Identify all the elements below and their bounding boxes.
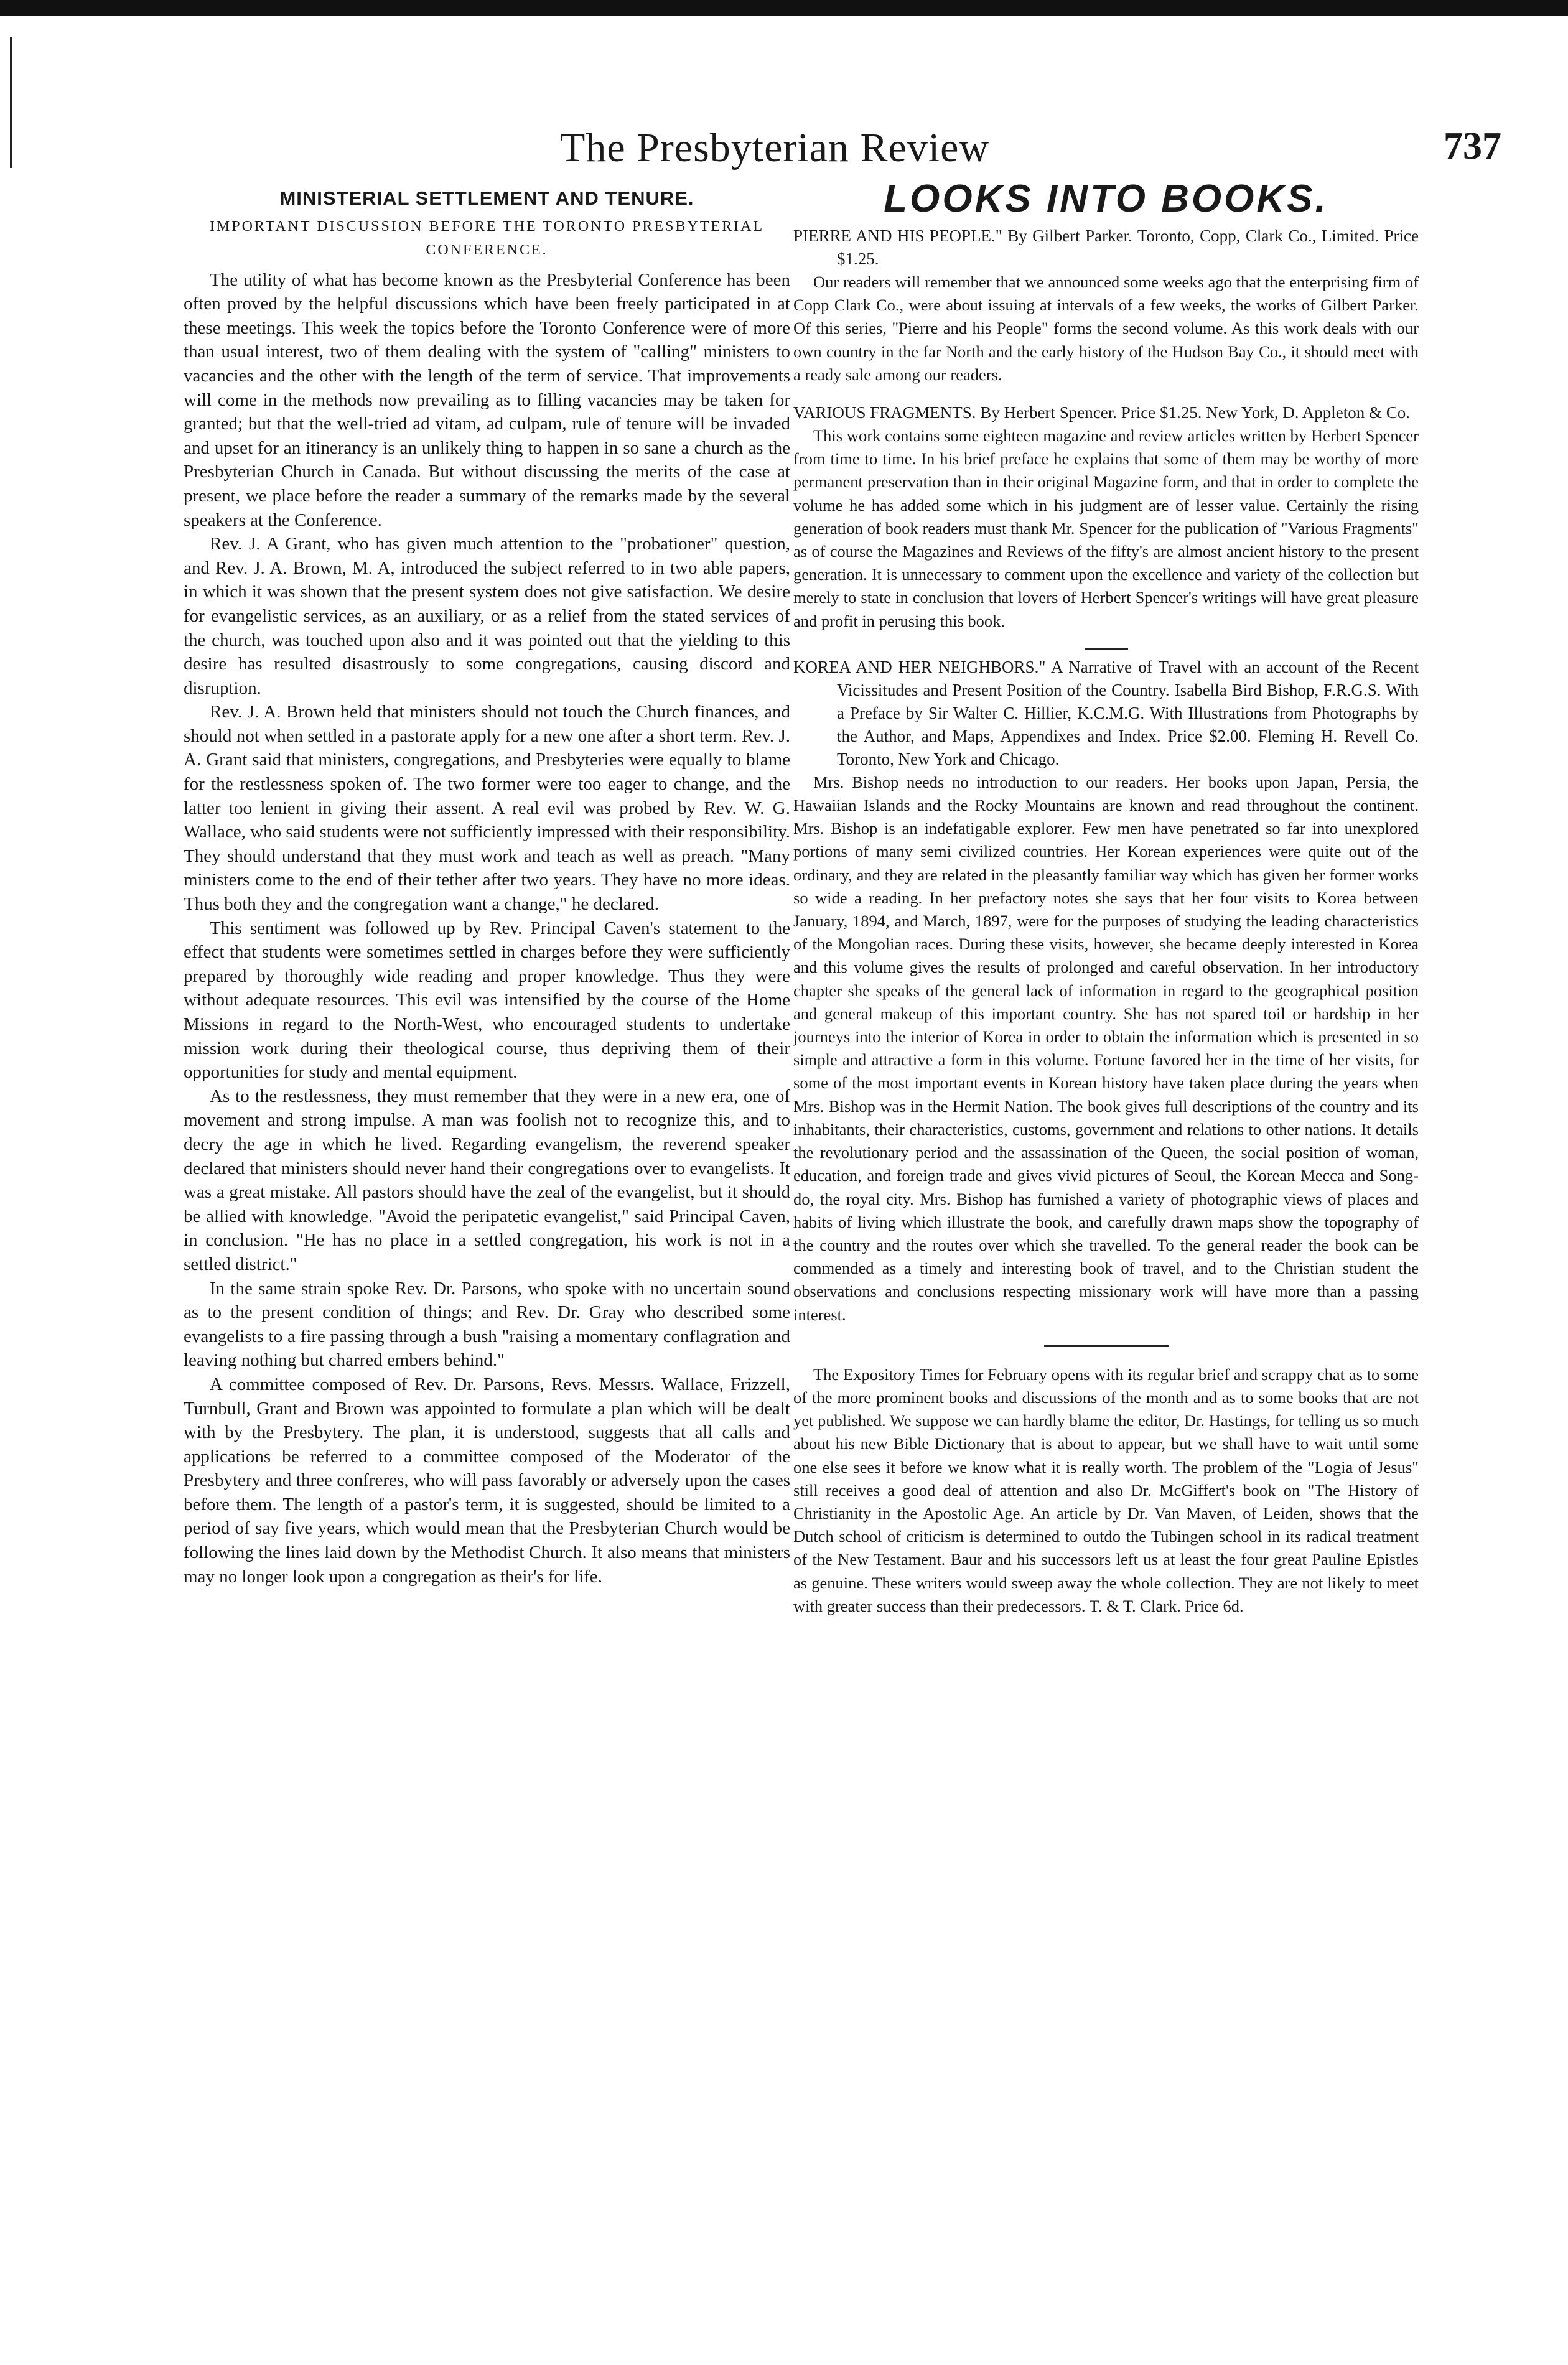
book-review [793, 225, 1419, 386]
left-column [184, 187, 790, 1588]
page-top-border [0, 0, 1568, 16]
divider [1044, 1345, 1169, 1347]
article-subtitle: IMPORTANT DISCUSSION BEFORE THE TORONTO PRESBYTERIAL CONFERENCE. [209, 218, 765, 258]
book-review [793, 401, 1419, 633]
page-number: 737 [1444, 125, 1501, 167]
article-paragraph: Rev. J. A Grant, who has given much attention to the "probationer" question, and Rev. J. A. Brown, M. A, introduced the subject referred to in two able papers, in which it was shown that the present system does not give satisfaction. We desire for evangelistic services, as an auxiliary, or as a relief from the stated services of the church, was touched upon also and it was pointed out that the yielding to this desire has resulted disastrously to some congregations, causing discord and disruption. [184, 534, 790, 698]
review-text: Our readers will remember that we announced some weeks ago that the enterprising firm of Copp Clark Co., were about issuing at intervals of a few weeks, the works of Gilbert Parker. Of this series, "Pierre and his People" forms the second volume. As this work deals with our own country in the far North and the early history of the Hudson Bay Co., it should meet with a ready sale among our readers. [793, 273, 1419, 384]
review-heading: VARIOUS FRAGMENTS. By Herbert Spencer. Price $1.25. New York, D. Appleton & Co. [793, 403, 1410, 422]
book-review [793, 656, 1419, 1327]
article-paragraph: The utility of what has become known as the Presbyterial Conference has been often proved by the helpful discussions which have been freely participated in at these meetings. This week the topics before the Toronto Conference were of more than usual interest, two of them dealing with the system of "calling" ministers to vacancies and the other with the length of the term of service. That improvements will come in the methods now prevailing as to filling vacancies may be taken for granted; but that the well-tried ad vitam, ad culpam, rule of tenure will be invaded and upset for an itinerancy is an unlikely thing to happen in so sane a church as the Presbyterian Church in Canada. But without discussing the merits of the case at present, we place before the reader a summary of the remarks made by the several speakers at the Conference. [184, 269, 790, 530]
article-paragraph: In the same strain spoke Rev. Dr. Parsons, who spoke with no uncertain sound as to the present condition of things; and Rev. Dr. Gray who described some evangelists to a fire passing through a bush "raising a momentary conflagration and leaving nothing but charred embers behind." [184, 1278, 790, 1371]
article-title: MINISTERIAL SETTLEMENT AND TENURE. [279, 187, 694, 209]
review-heading: KOREA AND HER NEIGHBORS." A Narrative of Travel with an account of the Recent Vicissitudes and Present Position of the Country. Isabella Bird Bishop, F.R.G.S. With a Preface by Sir Walter C. Hillier, K.C.M.G. With Illustrations from Photographs by the Author, and Maps, Appendixes and Index. Price $2.00. Fleming H. Revell Co. Toronto, New York and Chicago. [793, 657, 1419, 768]
margin-rule [10, 37, 12, 168]
article-paragraph: This sentiment was followed up by Rev. Principal Caven's statement to the effect that students were sometimes settled in charges before they were sufficiently prepared by thoroughly wide reading and proper knowledge. Thus they were without adequate resources. This evil was intensified by the course of the Home Missions in regard to the North-West, who encouraged students to undertake mission work during their theological course, thus depriving them of their opportunities for study and mental equipment. [184, 918, 790, 1083]
expository-times-note: The Expository Times for February opens with its regular brief and scrappy chat as to some of the more prominent books and discussions of the month and as to some books that are not yet published. We suppose we can hardly blame the editor, Dr. Hastings, for telling us so much about his new Bible Dictionary that is about to appear, but we shall have to wait until some one else sees it before we know what it is really worth. The problem of the "Logia of Jesus" still receives a good deal of attention and also Dr. McGiffert's book on "The History of Christianity in the Apostolic Age. An article by Dr. Van Maven, of Leiden, shows that the Dutch school of criticism is determined to outdo the Tubingen school in its radical treatment of the New Testament. Baur and his successors left us at least the four great Pauline Epistles as genuine. These writers would sweep away the whole collection. They are not likely to meet with greater success than their predecessors. T. & T. Clark. Price 6d. [793, 1364, 1419, 1615]
article-paragraph: Rev. J. A. Brown held that ministers should not touch the Church finances, and should not when settled in a pastorate apply for a new one after a short term. Rev. J. A. Grant said that ministers, congregations, and Presbyteries were equally to blame for the restlessness spoken of. The two former were too eager to change, and the latter too lenient in giving their assent. A real evil was probed by Rev. W. G. Wallace, who said students were not sufficiently impressed with their responsibility. They should understand that they must work and teach as well as preach. "Many ministers come to the end of their tether after two years. They have no more ideas. Thus both they and the congregation want a change," he declared. [184, 702, 790, 915]
right-column [793, 177, 1419, 1618]
section-title: LOOKS INTO BOOKS. [884, 177, 1328, 220]
review-text: This work contains some eighteen magazine and review articles written by Herbert Spencer from time to time. In his brief preface he explains that some of them may be worthy of more permanent preservation than in their original Magazine form, and that in order to complete the volume he has added some which in his judgment are of lesser value. Certainly the rising generation of book readers must thank Mr. Spencer for the publication of "Various Fragments" as of course the Magazines and Reviews of the fifty's are almost ancient history to the present generation. It is unnecessary to comment upon the excellence and variety of the collection but merely to state in conclusion that lovers of Herbert Spencer's writings will have great pleasure and profit in perusing this book. [793, 426, 1419, 630]
article-paragraph: As to the restlessness, they must remember that they were in a new era, one of movement and strong impulse. A man was foolish not to recognize this, and to decry the age in which he lived. Regarding evangelism, the reverend speaker declared that ministers should never hand their congregations over to evangelists. It was a great mistake. All pastors should have the zeal of the evangelist, but it should be allied with knowledge. "Avoid the peripatetic evangelist," said Principal Caven, in conclusion. "He has no place in a settled congregation, his work is not in a settled district." [184, 1086, 790, 1274]
running-head: The Presbyterian Review [560, 125, 990, 170]
divider [1085, 648, 1128, 650]
article-paragraph: A committee composed of Rev. Dr. Parsons, Revs. Messrs. Wallace, Frizzell, Turnbull, Grant and Brown was appointed to formulate a plan which will be dealt with by the Presbytery. The plan, it is understood, suggests that all calls and applications be referred to a committee composed of the Moderator of the Presbytery and three confreres, who will pass favorably or adversely upon the cases before them. The length of a pastor's term, it is suggested, should be limited to a period of say five years, which would mean that the Presbyterian Church would be following the lines laid down by the Methodist Church. It also means that ministers may no longer look upon a congregation as their's for life. [184, 1374, 790, 1587]
review-text: Mrs. Bishop needs no introduction to our readers. Her books upon Japan, Persia, the Hawaiian Islands and the Rocky Mountains are known and read throughout the continent. Mrs. Bishop is an indefatigable explorer. Few men have penetrated so far into unexplored portions of many semi civilized countries. Her Korean experiences were quite out of the ordinary, and they are related in the pleasantly familiar way which has given her former works so wide a reading. In her prefactory notes she says that her four visits to Korea between January, 1894, and March, 1897, were for the purposes of studying the leading characteristics of the Mongolian races. During these visits, however, she became deeply interested in Korea and this volume gives the results of prolonged and careful observation. In her introductory chapter she speaks of the general lack of information in regard to the geographical position and general makeup of this important country. She has not spared toil or hardship in her journeys into the interior of Korea in order to obtain the information which is presented in so simple and attractive a form in this volume. Fortune favored her in the time of her visits, for some of the most important events in Korean history have taken place during the years when Mrs. Bishop was in the Hermit Nation. The book gives full descriptions of the country and its inhabitants, their characteristics, customs, government and relations to other nations. It details the revolutionary period and the assassination of the Queen, the social position of woman, education, and foreign trade and gives vivid pictures of Seoul, the Korean Mecca and Song-do, the royal city. Mrs. Bishop has furnished a variety of photographic views of places and habits of living which illustrate the book, and carefully drawn maps show the topography of the country and the routes over which she travelled. To the general reader the book can be commended as a timely and interesting book of travel, and to the Christian student the observations and conclusions respecting missionary work will have more than a passing interest. [793, 772, 1419, 1324]
review-heading: PIERRE AND HIS PEOPLE." By Gilbert Parker. Toronto, Copp, Clark Co., Limited. Price $1.25. [793, 226, 1419, 268]
